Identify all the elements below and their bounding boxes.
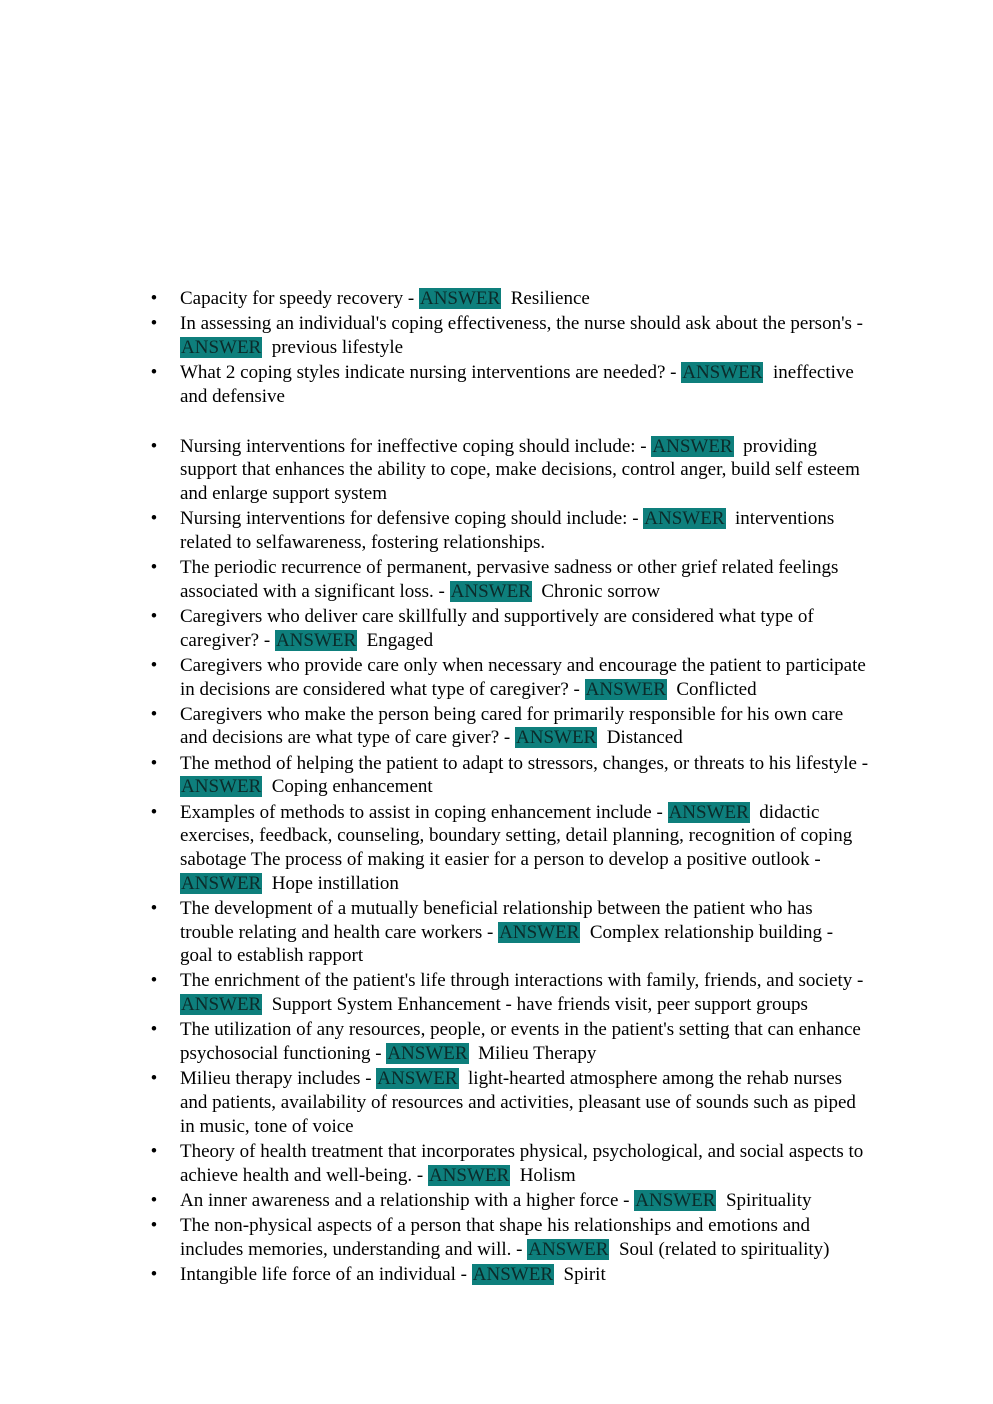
bullet-icon: •	[150, 801, 158, 823]
question-text: Milieu therapy includes -	[180, 1068, 377, 1090]
answer-text: interventions related to selfawareness, fostering relationships.	[180, 508, 835, 553]
question-text: The non-physical aspects of a person that shape his relationships and emotions and includes memories, understanding and will. -	[180, 1215, 811, 1260]
list-item	[150, 507, 870, 554]
answer-tag: ANSWER	[181, 336, 262, 358]
bullet-icon: •	[150, 605, 158, 627]
question-text: The enrichment of the patient's life through interactions with family, friends, and society -	[180, 970, 864, 992]
answer-tag: ANSWER	[181, 776, 262, 798]
answer-tag: ANSWER	[419, 288, 501, 309]
list-item	[150, 1189, 870, 1213]
question-text: What 2 coping styles indicate nursing interventions are needed? -	[180, 362, 682, 384]
list-item	[150, 969, 870, 1016]
list-item	[150, 1140, 870, 1187]
bullet-icon: •	[150, 1140, 158, 1162]
bullet-icon: •	[150, 557, 158, 579]
list-item	[150, 556, 870, 603]
answer-tag: ANSWER	[181, 872, 262, 894]
answer-tag: ANSWER	[668, 801, 749, 823]
question-text: The periodic recurrence of permanent, pervasive sadness or other grief related feelings associated with a significant loss. -	[180, 557, 839, 602]
answer-tag: ANSWER	[181, 994, 262, 1016]
list-item	[150, 312, 870, 359]
list-item	[150, 1018, 870, 1065]
answer-text: Spirituality	[725, 1189, 812, 1211]
bullet-icon: •	[150, 435, 158, 457]
question-text: Caregivers who deliver care skillfully and supportively are considered what type of caregiver? -	[180, 605, 814, 651]
question-text: Caregivers who provide care only when necessary and encourage the patient to participate in decisions are considered what type of caregiver? -	[180, 654, 866, 700]
answer-text: Resilience	[510, 288, 590, 309]
answer-text: Hope instillation	[271, 872, 399, 894]
answer-text: providing support that enhances the ability to cope, make decisions, control anger, build self esteem and enlarge support system	[180, 435, 860, 504]
bullet-icon: •	[150, 508, 158, 530]
answer-text: Support System Enhancement - have friends visit, peer support groups	[271, 994, 808, 1016]
answer-text: Milieu Therapy	[478, 1043, 597, 1065]
answer-text: Holism	[519, 1164, 576, 1186]
question-text: Examples of methods to assist in coping enhancement include -	[180, 801, 668, 823]
answer-tag: ANSWER	[450, 580, 531, 602]
list-item	[150, 605, 870, 652]
bullet-icon: •	[150, 288, 158, 309]
answer-tag: ANSWER	[635, 1189, 716, 1211]
bullet-icon: •	[150, 1263, 158, 1285]
bullet-icon: •	[150, 654, 158, 676]
answer-tag: ANSWER	[428, 1164, 510, 1186]
question-text: The method of helping the patient to adapt to stressors, changes, or threats to his lifestyle -	[180, 752, 869, 774]
bullet-icon: •	[150, 1215, 158, 1237]
answer-text: Complex relationship building - goal to establish rapport	[180, 921, 834, 967]
bullet-icon: •	[150, 1189, 158, 1211]
list-item	[150, 1263, 870, 1287]
answer-tag: ANSWER	[275, 629, 357, 651]
bullet-icon: •	[150, 752, 158, 774]
list-item	[150, 897, 870, 968]
answer-tag: ANSWER	[644, 508, 725, 530]
answer-text: didactic exercises, feedback, counseling, boundary setting, detail planning, recognition of coping sabotage The process of making it easier for a person to develop a positive outlook -	[180, 801, 853, 870]
answer-tag: ANSWER	[472, 1263, 553, 1285]
question-text: Nursing interventions for defensive coping should include: -	[180, 508, 644, 530]
bullet-icon: •	[150, 1068, 158, 1090]
answer-text: ineffective and defensive	[180, 362, 854, 407]
list-item	[150, 752, 870, 799]
question-text: Theory of health treatment that incorporates physical, psychological, and social aspects to achieve health and well-being. -	[180, 1140, 864, 1186]
question-text: Intangible life force of an individual -	[180, 1263, 472, 1285]
answer-tag: ANSWER	[585, 678, 666, 700]
question-text: Caregivers who make the person being cared for primarily responsible for his own care and decisions are what type of care giver? -	[180, 703, 844, 749]
list-item	[150, 361, 870, 408]
bullet-icon: •	[150, 1019, 158, 1041]
answer-tag: ANSWER	[516, 727, 597, 749]
question-text: The utilization of any resources, people, or events in the patient's setting that can enhance psychosocial functioning -	[180, 1019, 861, 1065]
question-text: An inner awareness and a relationship with a higher force -	[180, 1189, 635, 1211]
list-item	[150, 1214, 870, 1261]
answer-text: Engaged	[366, 629, 434, 651]
bullet-icon: •	[150, 313, 158, 335]
question-text: In assessing an individual's coping effectiveness, the nurse should ask about the person's -	[180, 313, 863, 335]
bullet-icon: •	[150, 970, 158, 992]
qa-list	[150, 287, 870, 1288]
answer-text: Coping enhancement	[271, 776, 433, 798]
answer-tag: ANSWER	[528, 1238, 609, 1260]
question-text: The development of a mutually beneficial relationship between the patient who has trouble relating and health care workers -	[180, 897, 813, 943]
bullet-icon: •	[150, 703, 158, 725]
list-item	[150, 703, 870, 750]
answer-tag: ANSWER	[682, 362, 763, 384]
answer-text: previous lifestyle	[271, 336, 404, 358]
answer-tag: ANSWER	[377, 1068, 458, 1090]
list-item	[150, 435, 870, 506]
answer-tag: ANSWER	[499, 921, 580, 943]
answer-tag: ANSWER	[652, 435, 733, 457]
answer-text: Spirit	[563, 1263, 606, 1285]
answer-text: Chronic sorrow	[541, 580, 661, 602]
bullet-icon: •	[150, 897, 158, 919]
answer-text: Soul (related to spirituality)	[618, 1238, 830, 1260]
list-item	[150, 801, 870, 896]
answer-text: Conflicted	[676, 678, 757, 700]
answer-tag: ANSWER	[387, 1043, 468, 1065]
answer-text: light-hearted atmosphere among the rehab nurses and patients, availability of resources and activities, pleasant use of sounds such as piped in music, tone of voice	[180, 1068, 856, 1137]
bullet-icon: •	[150, 362, 158, 384]
answer-text: Distanced	[606, 727, 683, 749]
question-text: Nursing interventions for ineffective coping should include: -	[180, 435, 652, 457]
list-item	[150, 654, 870, 701]
question-text: Capacity for speedy recovery -	[180, 288, 419, 309]
list-item	[150, 1067, 870, 1138]
list-item	[150, 287, 870, 311]
